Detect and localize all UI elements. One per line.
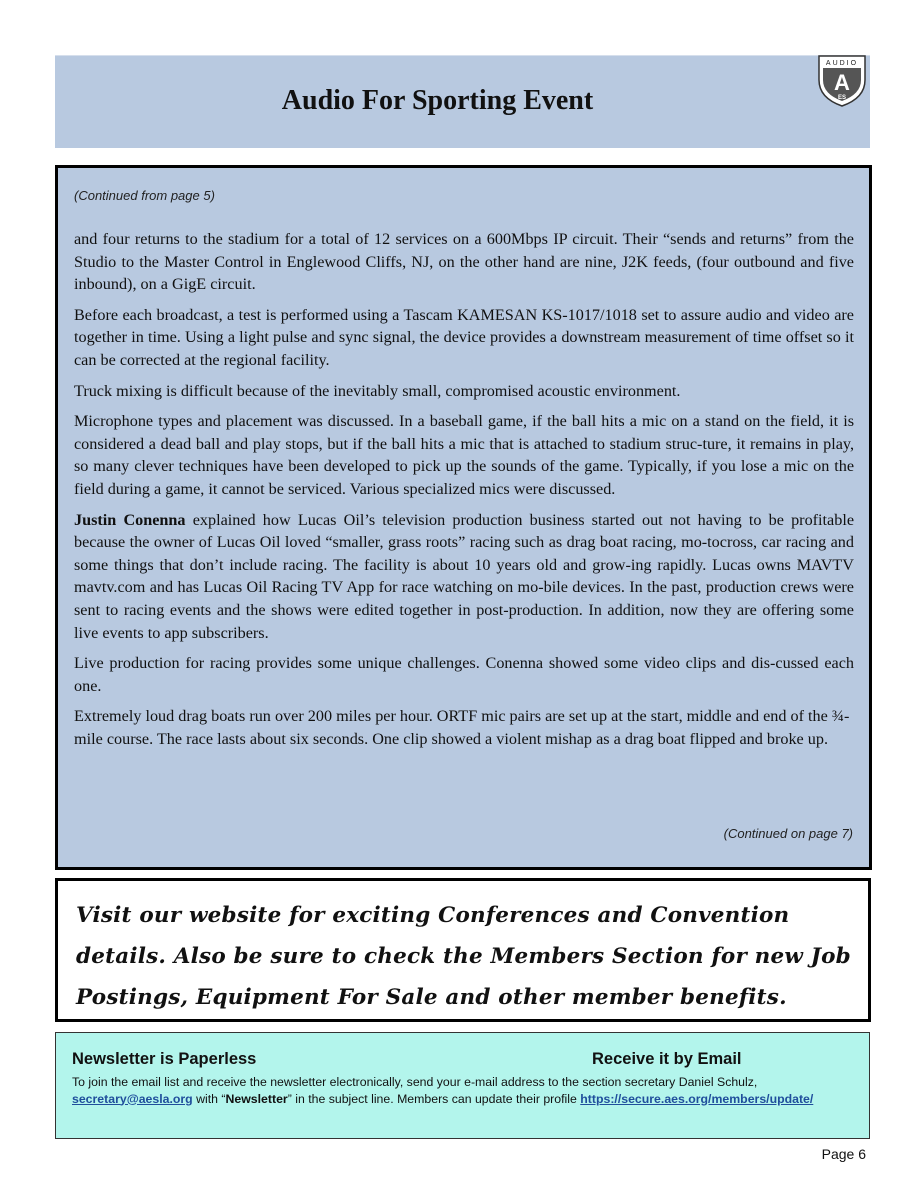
continued-from: (Continued from page 5): [74, 188, 215, 203]
promo-message: Visit our website for exciting Conferences and Convention details. Also be sure to check the Members Section for new Job Postings, Equipment For Sale and other member benefits.: [76, 903, 851, 1010]
newsletter-text-2: with “: [196, 1091, 226, 1106]
logo-letter: A: [834, 70, 850, 95]
page-title: Audio For Sporting Event: [281, 85, 594, 116]
page-header: [55, 55, 870, 148]
newsletter-heading: Newsletter is Paperless: [72, 1050, 257, 1068]
newsletter-text: [72, 1074, 852, 1107]
logo-bottom-text: ES: [837, 95, 847, 101]
profile-update-link[interactable]: https://secure.aes.org/members/update/: [580, 1091, 814, 1106]
paragraph-5: [74, 509, 854, 645]
newsletter-subject: Newsletter: [225, 1091, 288, 1106]
article-box: [55, 165, 872, 870]
newsletter-subheading: Receive it by Email: [592, 1050, 742, 1068]
paragraph-2: Before each broadcast, a test is performed using a Tascam KAMESAN KS-1017/1018 set to assure audio and video are together in time. Using a light pulse and sync signal, the device provides a downstream measurement of time offset so it can be corrected at the regional facility.: [74, 305, 854, 369]
newsletter-text-3: ” in the subject line. Members can update their profile: [287, 1091, 577, 1106]
newsletter-box: [55, 1032, 870, 1139]
speaker-name: Justin Conenna: [74, 510, 186, 529]
paragraph-3: Truck mixing is difficult because of the inevitably small, compromised acoustic environment.: [74, 381, 681, 400]
paragraph-1: and four returns to the stadium for a total of 12 services on a 600Mbps IP circuit. Their “sends and returns” from the Studio to the Master Control in Englewood Cliffs, NJ, on the other hand are nine, J2K feeds, (four outbound and five inbound), on a GigE circuit.: [74, 230, 854, 294]
paragraph-6: Live production for racing provides some unique challenges. Conenna showed some video clips and dis-cussed each one.: [74, 654, 854, 695]
paragraph-7: Extremely loud drag boats run over 200 miles per hour. ORTF mic pairs are set up at the start, middle and end of the ¾-mile course. The race lasts about six seconds. One clip showed a violent mishap as a drag boat flipped and broke up.: [74, 707, 850, 748]
aes-logo: [815, 54, 869, 108]
continued-on: (Continued on page 7): [723, 826, 853, 841]
website-promo-box: [55, 878, 871, 1022]
secretary-email-link[interactable]: secretary@aesla.org: [72, 1091, 193, 1106]
article-body: [74, 228, 854, 758]
newsletter-text-1: To join the email list and receive the newsletter electronically, send your e-mail address to the section secretary Daniel Schulz,: [72, 1075, 758, 1089]
logo-top-text: AUDIO: [825, 60, 859, 67]
paragraph-5-text: explained how Lucas Oil’s television production business started out not having to be profitable because the owner of Lucas Oil loved “smaller, grass roots” racing such as drag boat racing, mo-tocross, car racing and some things that don’t include racing. The facility is about 10 years old and grow-ing rapidly. Lucas owns MAVTV mavtv.com and has Lucas Oil Racing TV App for race watching on mo-bile devices. In the past, production crews were sent to racing events and the shows were edited together in post-production. In addition, now they are offering some live events to app subscribers.: [74, 510, 855, 642]
page-number: Page 6: [821, 1146, 866, 1162]
paragraph-4: Microphone types and placement was discussed. In a baseball game, if the ball hits a mic on a stand on the field, it is considered a dead ball and play stops, but if the ball hits a mic that is attached to stadium struc-ture, it remains in play, so many clever techniques have been developed to pick up the sounds of the game. Typically, if you lose a mic on the field during a game, it cannot be serviced. Various specialized mics were discussed.: [74, 412, 854, 498]
